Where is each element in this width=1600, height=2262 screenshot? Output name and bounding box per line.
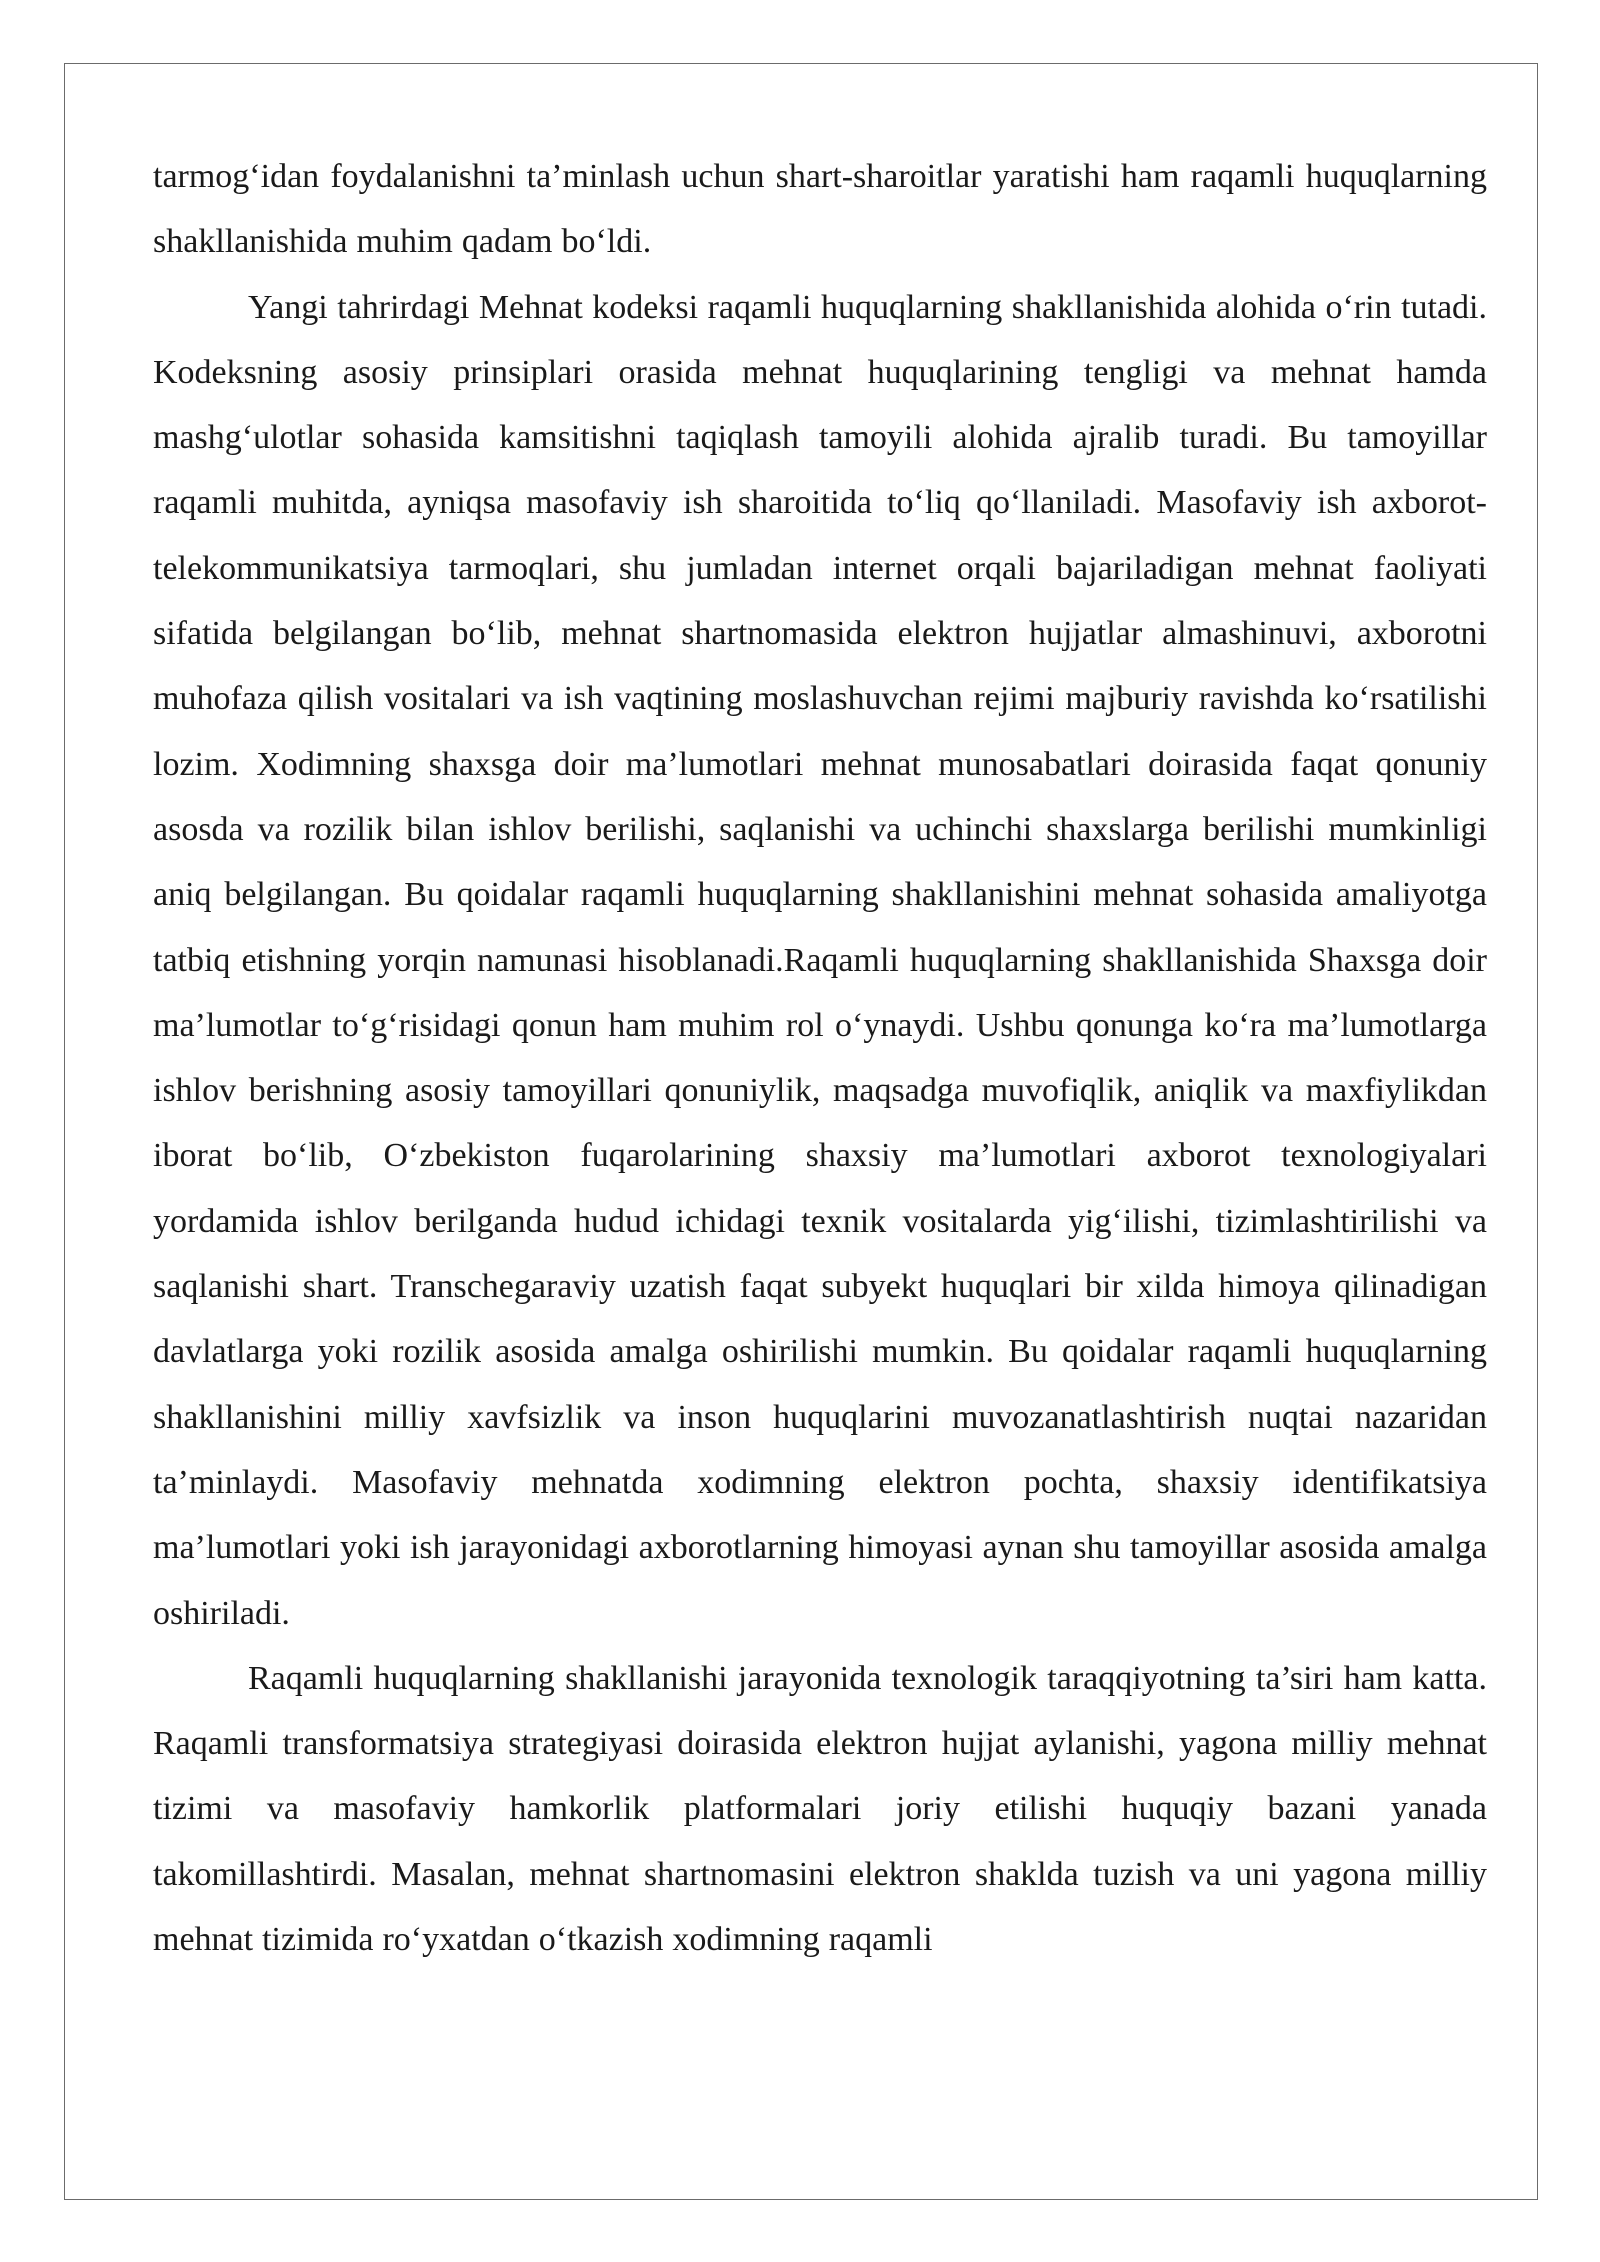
paragraph-mehnat-kodeksi: Yangi tahrirdagi Mehnat kodeksi raqamli huquqlarning shakllanishida alohida o‘rin tutadi. Kodeksning asosiy prinsiplari orasida mehnat huquqlarining tengligi va mehnat hamda mashg‘ulotlar sohasida kamsitishni taqiqlash tamoyili alohida ajralib turadi. Bu tamoyillar raqamli muhitda, ayniqsa masofaviy ish sharoitida to‘liq qo‘llaniladi. Masofaviy ish axborot-telekommunikatsiya tarmoqlari, shu jumladan internet orqali bajariladigan mehnat faoliyati sifatida belgilangan bo‘lib, mehnat shartnomasida elektron hujjatlar almashinuvi, axborotni muhofaza qilish vositalari va ish vaqtining moslashuvchan rejimi majburiy ravishda ko‘rsatilishi lozim. Xodimning shaxsga doir ma’lumotlari mehnat munosabatlari doirasida faqat qonuniy asosda va rozilik bilan ishlov berilishi, saqlanishi va uchinchi shaxslarga berilishi mumkinligi aniq belgilangan. Bu qoidalar raqamli huquqlarning shakllanishini mehnat sohasida amaliyotga tatbiq etishning yorqin namunasi hisoblanadi.Raqamli huquqlarning shakllanishida Shaxsga doir ma’lumotlar to‘g‘risidagi qonun ham muhim rol o‘ynaydi. Ushbu qonunga ko‘ra ma’lumotlarga ishlov berishning asosiy tamoyillari qonuniylik, maqsadga muvofiqlik, aniqlik va maxfiylikdan iborat bo‘lib, O‘zbekiston fuqarolarining shaxsiy ma’lumotlari axborot texnologiyalari yordamida ishlov berilganda hudud ichidagi texnik vositalarda yig‘ilishi, tizimlashtirilishi va saqlanishi shart. Transchegaraviy uzatish faqat subyekt huquqlari bir xilda himoya qilinadigan davlatlarga yoki rozilik asosida amalga oshirilishi mumkin. Bu qoidalar raqamli huquqlarning shakllanishini milliy xavfsizlik va inson huquqlarini muvozanatlashtirish nuqtai nazaridan ta’minlaydi. Masofaviy mehnatda xodimning elektron pochta, shaxsiy identifikatsiya ma’lumotlari yoki ish jarayonidagi axborotlarning himoyasi aynan shu tamoyillar asosida amalga oshiriladi. <box>153 288 1487 1632</box>
document-body <box>153 144 1487 1972</box>
paragraph-texnologik-taraqqiyot: Raqamli huquqlarning shakllanishi jarayonida texnologik taraqqiyotning ta’siri ham katta. Raqamli transformatsiya strategiyasi doirasida elektron hujjat aylanishi, yagona milliy mehnat tizimi va masofaviy hamkorlik platformalari joriy etilishi huquqiy bazani yanada takomillashtirdi. Masalan, mehnat shartnomasini elektron shaklda tuzish va uni yagona milliy mehnat tizimida ro‘yxatdan o‘tkazish xodimning raqamli <box>153 1659 1487 1959</box>
paragraph-continuation: tarmog‘idan foydalanishni ta’minlash uchun shart-sharoitlar yaratishi ham raqamli huquqlarning shakllanishida muhim qadam bo‘ldi. <box>153 158 1487 261</box>
